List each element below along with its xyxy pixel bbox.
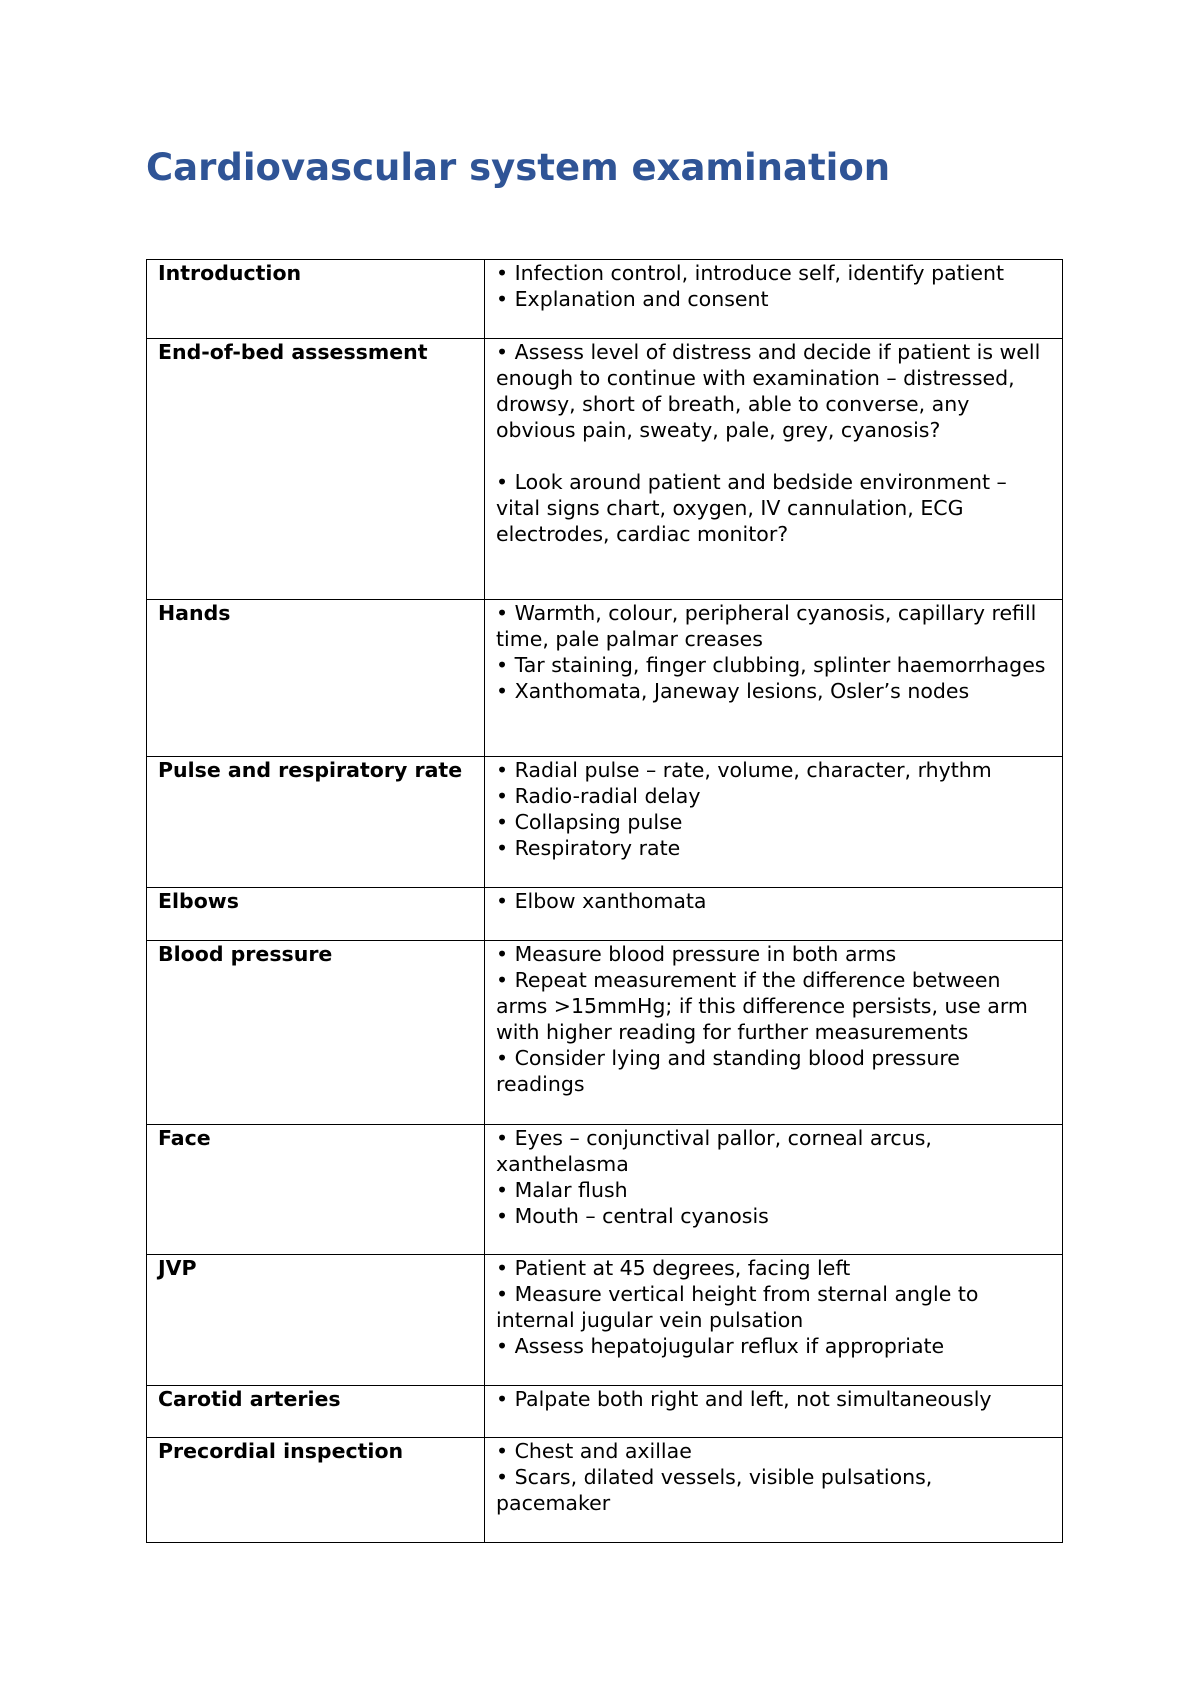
list-item: • Repeat measurement if the difference between arms >15mmHg; if this difference persists, use arm with higher reading for further measurements xyxy=(496,968,1028,1044)
section-label: Blood pressure xyxy=(147,941,485,1125)
section-content xyxy=(485,260,1063,339)
examination-table xyxy=(146,259,1063,1543)
table-row xyxy=(147,1386,1063,1438)
list-item: • Measure blood pressure in both arms xyxy=(496,942,897,966)
list-item: • Palpate both right and left, not simultaneously xyxy=(496,1387,992,1411)
section-content xyxy=(485,1125,1063,1255)
section-label: JVP xyxy=(147,1255,485,1386)
table-row xyxy=(147,600,1063,757)
list-item: • Assess hepatojugular reflux if appropriate xyxy=(496,1334,945,1358)
table-row xyxy=(147,757,1063,888)
table-row xyxy=(147,260,1063,339)
section-label: Face xyxy=(147,1125,485,1255)
list-item: • Scars, dilated vessels, visible pulsations, pacemaker xyxy=(496,1465,933,1515)
list-item: • Respiratory rate xyxy=(496,836,681,860)
section-label: Elbows xyxy=(147,888,485,941)
list-item: • Eyes – conjunctival pallor, corneal arcus, xanthelasma xyxy=(496,1126,932,1176)
section-content xyxy=(485,1438,1063,1543)
list-item: • Radial pulse – rate, volume, character, rhythm xyxy=(496,758,992,782)
list-item: • Xanthomata, Janeway lesions, Osler’s nodes xyxy=(496,679,970,703)
section-content xyxy=(485,339,1063,600)
table-row xyxy=(147,1125,1063,1255)
section-label: Pulse and respiratory rate xyxy=(147,757,485,888)
section-content xyxy=(485,1386,1063,1438)
table-row xyxy=(147,888,1063,941)
table-row xyxy=(147,1255,1063,1386)
list-item: • Chest and axillae xyxy=(496,1439,692,1463)
section-content xyxy=(485,600,1063,757)
list-item: • Warmth, colour, peripheral cyanosis, capillary refill time, pale palmar creases xyxy=(496,601,1037,651)
list-item: • Patient at 45 degrees, facing left xyxy=(496,1256,851,1280)
list-item: • Collapsing pulse xyxy=(496,810,683,834)
section-label: Precordial inspection xyxy=(147,1438,485,1543)
section-content xyxy=(485,941,1063,1125)
section-content xyxy=(485,888,1063,941)
table-row xyxy=(147,941,1063,1125)
section-label: End-of-bed assessment xyxy=(147,339,485,600)
section-label: Hands xyxy=(147,600,485,757)
list-item: • Elbow xanthomata xyxy=(496,889,707,913)
list-item: • Look around patient and bedside environment – vital signs chart, oxygen, IV cannulation, ECG electrodes, cardiac monitor? xyxy=(496,470,1007,546)
list-item: • Radio-radial delay xyxy=(496,784,701,808)
list-item: • Tar staining, finger clubbing, splinter haemorrhages xyxy=(496,653,1046,677)
page-title: Cardiovascular system examination xyxy=(146,146,891,189)
list-item: • Consider lying and standing blood pressure readings xyxy=(496,1046,960,1096)
paragraph-gap xyxy=(496,443,1052,469)
list-item: • Mouth – central cyanosis xyxy=(496,1204,769,1228)
table-row xyxy=(147,1438,1063,1543)
table-row xyxy=(147,339,1063,600)
section-label: Carotid arteries xyxy=(147,1386,485,1438)
list-item: • Infection control, introduce self, identify patient xyxy=(496,261,1005,285)
list-item: • Measure vertical height from sternal angle to internal jugular vein pulsation xyxy=(496,1282,979,1332)
section-label: Introduction xyxy=(147,260,485,339)
section-content xyxy=(485,1255,1063,1386)
section-content xyxy=(485,757,1063,888)
list-item: • Explanation and consent xyxy=(496,287,769,311)
list-item: • Malar flush xyxy=(496,1178,628,1202)
list-item: • Assess level of distress and decide if patient is well enough to continue with examination – distressed, drowsy, short of breath, able to converse, any obvious pain, sweaty, pale, grey, cyanosis? xyxy=(496,340,1041,442)
